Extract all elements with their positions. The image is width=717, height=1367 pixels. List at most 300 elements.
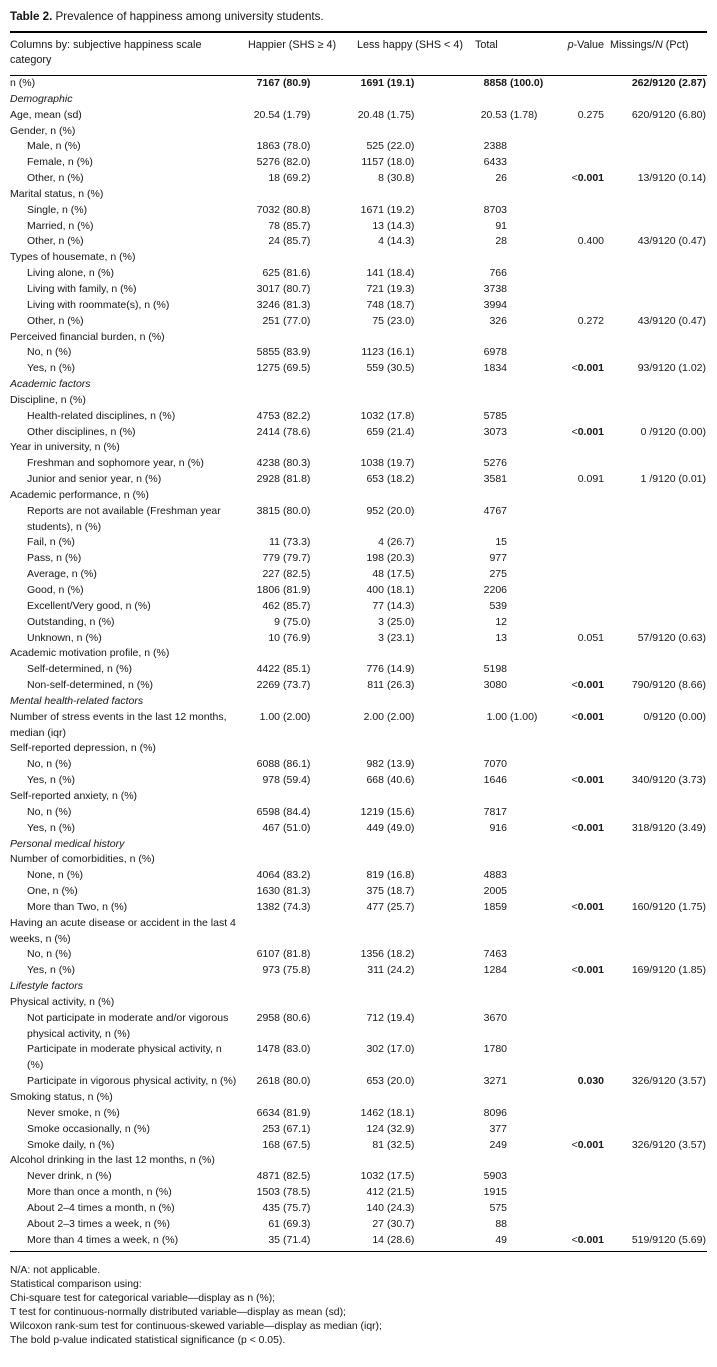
table-row [10,234,707,250]
missings-cell [604,203,707,219]
less-happy-cell [353,567,471,583]
value-number: 3073 [483,425,507,438]
footnote-line: Wilcoxon rank-sum test for continuous-skewed variable—display as median (iqr); [10,1321,382,1333]
col-header-category: Columns by: subjective happiness scale category [10,32,244,76]
less-happy-cell [353,1011,471,1043]
section-row [10,694,707,710]
value-percent: (19.7) [387,457,415,470]
missings-cell [604,282,707,298]
value-number: 3994 [483,298,507,311]
value-percent: (32.9) [387,1122,415,1135]
row-label: More than once a month, n (%) [27,1186,172,1199]
value-number: 4422 [256,663,280,676]
less-happy-cell [353,139,471,155]
value-number: 1478 [256,1043,280,1056]
total-cell [471,852,560,868]
value-number: 653 [366,473,384,486]
col-header-happier: Happier (SHS ≥ 4) [244,32,353,76]
prevalence-table [10,31,707,1252]
value-number: 3670 [483,1011,507,1024]
p-value-cell [560,282,604,298]
value-percent: (81.6) [283,267,311,280]
table-row [10,615,707,631]
total-cell [471,266,560,282]
value-percent: (1.75) [387,108,415,121]
value-number: 28 [495,235,507,248]
value-number: 819 [366,869,384,882]
row-label: Male, n (%) [27,140,81,153]
value-percent: (78.0) [283,140,311,153]
total-cell [471,1185,560,1201]
value-number: 24 [268,235,280,248]
table-row [10,1233,707,1252]
value-percent: (19.4) [387,1011,415,1024]
value-number: 1780 [483,1043,507,1056]
less-happy-cell [353,995,471,1011]
row-label: Smoke occasionally, n (%) [27,1122,150,1135]
total-cell [471,361,560,377]
less-happy-cell [353,662,471,678]
value-percent: (80.3) [283,457,311,470]
p-value-cell: <0.001 [571,425,604,438]
p-value-cell [560,662,604,678]
total-cell [471,1011,560,1043]
row-label: About 2–4 times a month, n (%) [27,1201,175,1214]
table-row [10,1074,707,1090]
table-row [10,1169,707,1185]
less-happy-cell [353,488,471,504]
table-row [10,631,707,647]
less-happy-cell [353,76,471,92]
row-label: No, n (%) [27,805,72,818]
total-cell [471,773,560,789]
row-label: Living with family, n (%) [27,282,137,295]
less-happy-cell [353,393,471,409]
total-cell [471,599,560,615]
value-percent: (17.8) [387,409,415,422]
value-percent: (80.7) [283,282,311,295]
value-percent: (69.3) [283,1217,311,1230]
value-number: 26 [495,172,507,185]
happier-cell [244,139,353,155]
value-percent: (32.5) [387,1138,415,1151]
missings-cell: 169/9120 (1.85) [631,964,706,977]
value-number: 77 [372,599,384,612]
footnote-line: Chi-square test for categorical variable—display as n (%); [10,1293,276,1305]
value-percent: (69.5) [283,362,311,375]
value-number: 48 [372,568,384,581]
value-number: 3738 [483,282,507,295]
row-label: None, n (%) [27,869,84,882]
happier-cell [244,171,353,187]
value-percent: (21.5) [387,1186,415,1199]
row-label: Participate in vigorous physical activity, n (%) [27,1075,237,1088]
value-percent: (15.6) [387,805,415,818]
value-number: 1032 [360,409,384,422]
value-number: 4238 [256,457,280,470]
total-cell [471,884,560,900]
row-label: Living alone, n (%) [27,267,114,280]
header-row [10,32,707,76]
value-number: 653 [366,1075,384,1088]
p-value-cell [560,1106,604,1122]
happier-cell [244,1042,353,1074]
missings-cell [604,1217,707,1233]
p-value-cell [560,583,604,599]
happier-cell [244,916,353,948]
missings-cell [604,139,707,155]
p-value-cell: <0.001 [571,964,604,977]
happier-cell [244,567,353,583]
missings-cell [604,567,707,583]
value-number: 5855 [256,346,280,359]
total-cell [471,741,560,757]
missings-cell: 790/9120 (8.66) [631,679,706,692]
value-percent: (67.5) [283,1138,311,1151]
p-value-bold: 0.001 [577,1138,604,1151]
col-header-total: Total [471,32,560,76]
value-number: 952 [366,504,384,517]
value-percent: (85.1) [283,663,311,676]
footnote-line: N/A: not applicable. [10,1265,101,1277]
total-cell [471,76,560,92]
table-row [10,1217,707,1233]
missings-cell [604,535,707,551]
p-value-cell [560,884,604,900]
p-value-cell [560,1074,604,1090]
total-cell [471,234,560,250]
total-cell [471,393,560,409]
p-value-cell [560,250,604,266]
p-value-bold: 0.001 [577,362,604,375]
total-cell [471,535,560,551]
missings-cell [604,488,707,504]
value-number: 302 [366,1043,384,1056]
row-label: Health-related disciplines, n (%) [27,409,176,422]
table-row [10,456,707,472]
missings-n-italic: N [655,39,663,51]
less-happy-cell [353,345,471,361]
value-number: 10 [268,631,280,644]
happier-cell [244,1122,353,1138]
p-value-cell: <0.001 [571,900,604,913]
value-number: 1219 [360,805,384,818]
less-happy-cell [353,171,471,187]
value-number: 13 [495,631,507,644]
missings-cell [604,250,707,266]
p-value-cell [560,187,604,203]
section-row [10,92,707,108]
table-row [10,789,707,805]
value-percent: (100.0) [510,77,544,89]
table-row [10,947,707,963]
happier-cell [244,868,353,884]
value-number: 6598 [256,805,280,818]
table-row [10,425,707,441]
row-label: Single, n (%) [27,203,88,216]
value-percent: (19.2) [387,203,415,216]
table-row [10,1153,707,1169]
happier-cell [244,234,353,250]
p-value-cell [560,155,604,171]
row-label: Not participate in moderate and/or vigorous physical activity, n (%) [27,1011,229,1040]
table-body [10,76,707,1252]
value-number: 20.53 [480,108,507,121]
section-header: Demographic [10,92,73,105]
missings-cell: 93/9120 (1.02) [637,362,706,375]
value-number: 3017 [256,282,280,295]
table-caption: Prevalence of happiness among university students. [55,10,324,23]
table-row [10,551,707,567]
p-value-cell: 0.091 [577,473,604,486]
happier-cell [244,710,353,742]
p-value-bold: 0.001 [577,821,604,834]
value-percent: (81.8) [283,948,311,961]
less-happy-cell [353,773,471,789]
value-number: 2005 [483,885,507,898]
value-number: 75 [372,314,384,327]
total-cell [471,1169,560,1185]
missings-cell: 0/9120 (0.00) [643,710,706,723]
row-label: Perceived financial burden, n (%) [10,330,165,343]
table-row [10,504,707,536]
p-value-cell [560,567,604,583]
col-header-p-value [560,32,604,76]
value-percent: (78.6) [283,425,311,438]
value-percent: (77.0) [283,314,311,327]
value-number: 8703 [483,203,507,216]
less-happy-cell [353,155,471,171]
p-value-cell [560,219,604,235]
missings-cell: 262/9120 (2.87) [631,77,706,89]
missings-cell [604,1106,707,1122]
p-value-cell [560,488,604,504]
less-happy-cell [353,599,471,615]
value-number: 1863 [256,140,280,153]
value-percent: (14.3) [387,219,415,232]
value-percent: (80.8) [283,203,311,216]
value-number: 1382 [256,900,280,913]
row-label: Freshman and sophomore year, n (%) [27,457,204,470]
table-row [10,250,707,266]
value-number: 1157 [361,156,384,169]
total-cell [471,615,560,631]
missings-cell [604,330,707,346]
value-percent: (81.3) [283,885,311,898]
less-happy-cell [353,314,471,330]
value-percent: (82.0) [283,156,311,169]
missings-cell [604,1011,707,1043]
row-label: Number of stress events in the last 12 months, median (iqr) [10,710,227,739]
value-number: 91 [495,219,507,232]
less-happy-cell [353,631,471,647]
total-cell [471,1090,560,1106]
value-number: 4753 [256,409,280,422]
p-value-cell [560,916,604,948]
less-happy-cell [353,821,471,837]
less-happy-cell [353,409,471,425]
total-cell [471,425,560,441]
value-number: 9 [274,615,280,628]
p-value-cell: 0.272 [577,314,604,327]
table-row [10,219,707,235]
value-percent: (18.1) [387,584,415,596]
missings-cell [604,884,707,900]
section-header: Personal medical history [10,837,125,850]
table-row [10,330,707,346]
value-percent: (80.9) [283,77,311,89]
happier-cell [244,282,353,298]
missings-cell [604,615,707,631]
p-value-cell [560,124,604,140]
missings-cell [604,805,707,821]
value-number: 311 [367,964,384,977]
p-value-cell [560,409,604,425]
value-number: 779 [262,552,280,565]
p-value-cell [560,868,604,884]
section-header: Academic factors [10,378,91,391]
value-number: 78 [268,219,280,232]
value-percent: (14.3) [387,599,415,612]
value-number: 2.00 [363,710,384,723]
value-percent: (23.1) [387,631,415,644]
value-number: 326 [489,314,507,327]
value-number: 525 [366,140,384,153]
value-percent: (83.2) [283,869,311,882]
total-cell [471,298,560,314]
section-row [10,979,707,995]
happier-cell [244,599,353,615]
row-label: Self-reported anxiety, n (%) [10,789,138,802]
value-percent: (83.0) [283,1043,311,1056]
table-row [10,852,707,868]
missings-cell [604,409,707,425]
p-value-cell [560,599,604,615]
less-happy-cell [353,219,471,235]
row-label: Year in university, n (%) [10,441,120,454]
value-number: 766 [489,267,507,280]
value-number: 375 [366,885,384,898]
p-value-cell [560,1122,604,1138]
less-happy-cell [353,868,471,884]
p-value-bold: 0.001 [577,900,604,913]
missings-cell [604,662,707,678]
row-label: Participate in moderate physical activity, n (%) [27,1043,222,1072]
table-row [10,409,707,425]
total-cell [471,472,560,488]
value-percent: (75.0) [283,615,311,628]
value-percent: (80.6) [283,1011,311,1024]
row-label: More than Two, n (%) [27,900,128,913]
value-number: 168 [262,1138,280,1151]
footnote-line: Statistical comparison using: [10,1279,142,1291]
happier-cell [244,345,353,361]
value-number: 3080 [483,679,507,692]
footnote-line: The bold p-value indicated statistical significance (p < 0.05). [10,1335,286,1347]
value-number: 141 [366,267,384,280]
value-number: 7032 [256,203,280,216]
value-number: 3581 [483,473,507,486]
value-number: 1646 [483,774,507,787]
value-number: 412 [366,1186,384,1199]
value-number: 4064 [256,869,280,882]
total-cell [471,1074,560,1090]
value-number: 1630 [256,885,280,898]
total-cell [471,345,560,361]
missings-cell: 340/9120 (3.73) [631,774,706,787]
value-number: 2958 [256,1011,280,1024]
p-value-cell: <0.001 [571,679,604,692]
value-number: 668 [366,774,384,787]
p-value-cell: 0.400 [577,235,604,248]
less-happy-cell [353,1090,471,1106]
missings-cell [604,789,707,805]
p-value-cell [560,1217,604,1233]
value-percent: (19.1) [387,77,415,89]
table-row [10,1201,707,1217]
table-row [10,361,707,377]
table-row [10,139,707,155]
less-happy-cell [353,852,471,868]
value-percent: (51.0) [283,821,311,834]
value-number: 88 [495,1217,507,1230]
value-percent: (1.78) [510,108,538,121]
p-value-cell: <0.001 [571,362,604,375]
table-row [10,868,707,884]
less-happy-cell [353,425,471,441]
value-number: 1275 [256,362,280,375]
value-number: 659 [366,425,384,438]
less-happy-cell [353,361,471,377]
missings-cell: 519/9120 (5.69) [631,1233,706,1246]
p-value-cell: <0.001 [571,172,604,185]
value-percent: (81.9) [283,1106,311,1119]
less-happy-cell [353,1233,471,1252]
row-label: Outstanding, n (%) [27,615,115,628]
value-number: 49 [495,1233,507,1246]
total-cell [471,203,560,219]
happier-cell [244,219,353,235]
row-label: No, n (%) [27,948,72,961]
p-value-cell [560,298,604,314]
p-italic: p [567,39,574,51]
value-percent: (16.8) [387,869,415,882]
missings-cell [604,440,707,456]
value-number: 20.48 [357,108,384,121]
p-value-cell [560,741,604,757]
row-label: About 2–3 times a week, n (%) [27,1217,170,1230]
table-row [10,345,707,361]
less-happy-cell [353,234,471,250]
value-percent: (1.00) [510,710,538,723]
happier-cell [244,1185,353,1201]
value-number: 916 [489,821,507,834]
value-percent: (49.0) [387,821,415,834]
missings-cell: 326/9120 (3.57) [631,1138,706,1151]
value-percent: (25.0) [387,615,415,628]
missings-cell: 57/9120 (0.63) [637,631,706,644]
happier-cell [244,631,353,647]
p-value-cell [560,789,604,805]
value-number: 1834 [483,362,507,375]
total-cell [471,282,560,298]
table-row [10,805,707,821]
value-percent: (2.00) [283,710,311,723]
total-cell [471,171,560,187]
missings-cell [604,852,707,868]
missings-cell [604,345,707,361]
happier-cell [244,155,353,171]
